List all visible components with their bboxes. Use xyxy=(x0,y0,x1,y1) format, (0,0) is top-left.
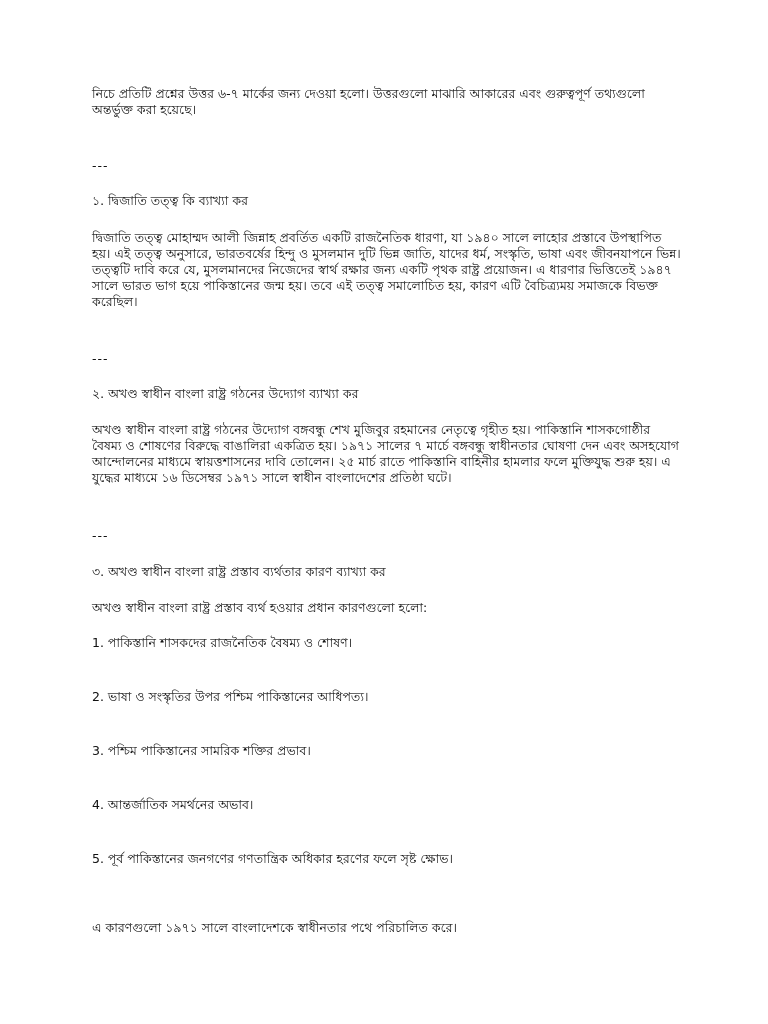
reason-list-item: 4. আন্তর্জাতিক সমর্থনের অভাব। xyxy=(92,797,254,812)
section-separator: --- xyxy=(92,528,109,543)
question-2-answer: অখণ্ড স্বাধীন বাংলা রাষ্ট্র গঠনের উদ্যোগ বঙ্গবন্ধু শেখ মুজিবুর রহমানের নেতৃত্বে গৃহীত হয়। পাকিস্তানি শাসকগোষ্ঠীর বৈষম্য ও শোষণের বিরুদ্ধে বাঙালিরা একত্রিত হয়। ১৯৭১ সালের ৭ মার্চে বঙ্গবন্ধু স্বাধীনতার ঘোষণা দেন এবং অসহযোগ আন্দোলনের মাধ্যমে স্বায়ত্তশাসনের দাবি তোলেন। ২৫ মার্চ রাতে পাকিস্তানি বাহিনীর হামলার ফলে মুক্তিযুদ্ধ শুরু হয়। এ যুদ্ধের মাধ্যমে ১৬ ডিসেম্বর ১৯৭১ সালে স্বাধীন বাংলাদেশের প্রতিষ্ঠা ঘটে। xyxy=(92,422,679,485)
reason-list-item: 2. ভাষা ও সংস্কৃতির উপর পশ্চিম পাকিস্তানের আধিপত্য। xyxy=(92,689,369,704)
section-separator: --- xyxy=(92,351,109,366)
question-3-intro: অখণ্ড স্বাধীন বাংলা রাষ্ট্র প্রস্তাব ব্যর্থ হওয়ার প্রধান কারণগুলো হলো: xyxy=(92,600,428,615)
question-2-title: ২. অখণ্ড স্বাধীন বাংলা রাষ্ট্র গঠনের উদ্যোগ ব্যাখ্যা কর xyxy=(92,386,359,401)
section-separator: --- xyxy=(92,158,109,173)
question-3-title: ৩. অখণ্ড স্বাধীন বাংলা রাষ্ট্র প্রস্তাব ব্যর্থতার কারণ ব্যাখ্যা কর xyxy=(92,564,386,579)
reason-list-item: 5. পূর্ব পাকিস্তানের জনগণের গণতান্ত্রিক অধিকার হরণের ফলে সৃষ্ট ক্ষোভ। xyxy=(92,851,453,866)
reason-list-item: 3. পশ্চিম পাকিস্তানের সামরিক শক্তির প্রভাব। xyxy=(92,743,311,758)
reason-list-item: 1. পাকিস্তানি শাসকদের রাজনৈতিক বৈষম্য ও শোষণ। xyxy=(92,635,353,650)
question-3-conclusion: এ কারণগুলো ১৯৭১ সালে বাংলাদেশকে স্বাধীনতার পথে পরিচালিত করে। xyxy=(92,920,457,935)
intro-paragraph: নিচে প্রতিটি প্রশ্নের উত্তর ৬-৭ মার্কের জন্য দেওয়া হলো। উত্তরগুলো মাঝারি আকারের এবং গুরুত্বপূর্ণ তথ্যগুলো অন্তর্ভুক্ত করা হয়েছে। xyxy=(92,86,645,117)
question-1-answer: দ্বিজাতি তত্ত্ব মোহাম্মদ আলী জিন্নাহ প্রবর্তিত একটি রাজনৈতিক ধারণা, যা ১৯৪০ সালে লাহোর প্রস্তাবে উপস্থাপিত হয়। এই তত্ত্ব অনুসারে, ভারতবর্ষের হিন্দু ও মুসলমান দুটি ভিন্ন জাতি, যাদের ধর্ম, সংস্কৃতি, ভাষা এবং জীবনযাপনে ভিন্ন। তত্ত্বটি দাবি করে যে, মুসলমানদের নিজেদের স্বার্থ রক্ষার জন্য একটি পৃথক রাষ্ট্র প্রয়োজন। এ ধারণার ভিত্তিতেই ১৯৪৭ সালে ভারত ভাগ হয়ে পাকিস্তানের জন্ম হয়। তবে এই তত্ত্ব সমালোচিত হয়, কারণ এটি বৈচিত্র্যময় সমাজকে বিভক্ত করেছিল। xyxy=(92,230,681,309)
question-1-title: ১. দ্বিজাতি তত্ত্ব কি ব্যাখ্যা কর xyxy=(92,193,248,208)
